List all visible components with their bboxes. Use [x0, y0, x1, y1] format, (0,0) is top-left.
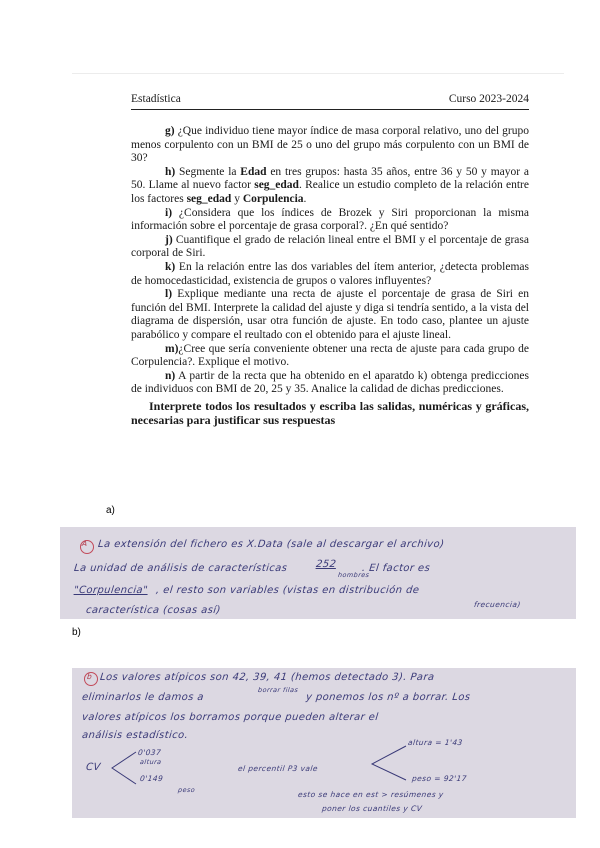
hand-number: 252 [315, 559, 337, 570]
hand-line: La unidad de análisis de características [73, 563, 288, 574]
hand-line: . El factor es [361, 563, 431, 574]
answer-mark: b [86, 672, 93, 681]
hand-note: borrar filas [257, 686, 299, 694]
term-seg-edad: seg_edad [186, 192, 232, 205]
hand-line: Los valores atípicos son 42, 39, 41 (hemos detectado 3). Para [99, 672, 435, 683]
question-marker: g) [165, 125, 175, 137]
hand-peso-eq: peso = 92'17 [411, 774, 468, 783]
term-edad: Edad [240, 165, 267, 178]
question-l [131, 288, 529, 342]
hand-cv-top-val: 0'037 [137, 748, 162, 757]
header-subject: Estadística [131, 93, 181, 105]
question-i [131, 207, 529, 234]
question-text: ¿Que individuo tiene mayor índice de masa corporal relativo, uno del grupo menos corpulento con un BMI de 25 o uno del grupo más corpulento con un BMI de 30? [131, 125, 529, 165]
question-n [131, 370, 529, 397]
header-course: Curso 2023-2024 [448, 93, 529, 105]
hand-cv: CV [85, 762, 102, 773]
question-text: . Realice un estudio completo de la relación entre los factores [131, 179, 529, 205]
question-k [131, 261, 529, 288]
question-text: . [303, 192, 307, 205]
question-j [131, 234, 529, 261]
hand-term: "Corpulencia" [73, 585, 149, 596]
question-marker: m) [165, 342, 179, 355]
page-top-rule [72, 73, 564, 74]
question-text: Segmente la [175, 165, 241, 178]
question-marker: k) [165, 260, 176, 273]
hand-line: poner los cuantiles y CV [321, 804, 423, 813]
question-h [131, 166, 529, 207]
question-g [131, 125, 529, 166]
hand-note: hombres [337, 571, 370, 579]
question-marker: l) [165, 288, 173, 301]
term-seg-edad: seg_edad [254, 179, 299, 192]
question-m [131, 343, 529, 370]
hand-line: y ponemos los nº a borrar. Los [305, 692, 471, 703]
questions-body [131, 125, 529, 427]
hand-note: frecuencia) [473, 600, 522, 609]
hand-line: característica (cosas así) [85, 605, 222, 616]
hand-cv-bot-word: peso [177, 786, 196, 794]
answer-mark: A [81, 539, 89, 548]
question-text: ¿Considera que los índices de Brozek y Siri proporcionan la misma información sobre el porcentaje de grasa corporal?. ¿En qué sentido? [131, 206, 529, 233]
hand-percentil: el percentil P3 vale [237, 764, 319, 773]
hand-line: análisis estadístico. [81, 730, 189, 741]
handwritten-answer-b [72, 668, 576, 818]
question-text: y [231, 192, 243, 205]
question-marker: h) [165, 165, 176, 178]
header-rule [131, 109, 529, 110]
hand-cv-top-word: altura [139, 758, 162, 766]
section-a-label: a) [106, 505, 115, 516]
question-text: En la relación entre las dos variables del ítem anterior, ¿detecta problemas de homocedasticidad, existencia de grupos o valores influyentes? [131, 260, 529, 287]
section-b-label: b) [72, 627, 81, 638]
question-text: ¿Cree que sería conveniente obtener una recta de ajuste para cada grupo de Corpulencia?. Explique el motivo. [131, 342, 529, 369]
handwritten-answer-a [60, 527, 576, 619]
question-text: A partir de la recta que ha obtenido en el aparatdo k) obtenga predicciones de individuos con BMI de 20, 25 y 35. Analice la calidad de dichas predicciones. [131, 369, 529, 396]
hand-altura-eq: altura = 1'43 [407, 738, 464, 747]
hand-line: eliminarlos le damos a [81, 692, 205, 703]
hand-cv-bot-val: 0'149 [139, 774, 164, 783]
term-corpulencia: Corpulencia [242, 192, 304, 205]
bracket-right [368, 742, 408, 782]
hand-line: La extensión del fichero es X.Data (sale al descargar el archivo) [97, 539, 445, 550]
question-text: en tres grupos: hasta 35 años, entre 36 y 50 y mayor a 50. Llame al nuevo factor [131, 165, 529, 192]
hand-line: valores atípicos los borramos porque pueden alterar el [81, 712, 379, 723]
closing-instruction: Interprete todos los resultados y escriba las salidas, numéricas y gráficas, necesarias para justificar sus respuestas [131, 398, 529, 427]
question-marker: j) [165, 233, 173, 246]
question-marker: i) [165, 206, 173, 219]
hand-line: esto se hace en est > resúmenes y [297, 790, 445, 799]
hand-line: , el resto son variables (vistas en distribución de [155, 585, 420, 596]
question-text: Cuantifique el grado de relación lineal entre el BMI y el porcentaje de grasa corporal de Siri. [131, 233, 529, 260]
question-marker: n) [165, 369, 176, 382]
bracket-left [108, 750, 138, 786]
question-text: Explique mediante una recta de ajuste el porcentaje de grasa de Siri en función del BMI. Interprete la calidad del ajuste y diga si tendría sentido, a la vista del diagrama de dispersión, usar otra función de ajuste. En todo caso, plantee un ajuste parabólico y compare el reultado con el obtenido para el ajuste lineal. [131, 288, 529, 341]
